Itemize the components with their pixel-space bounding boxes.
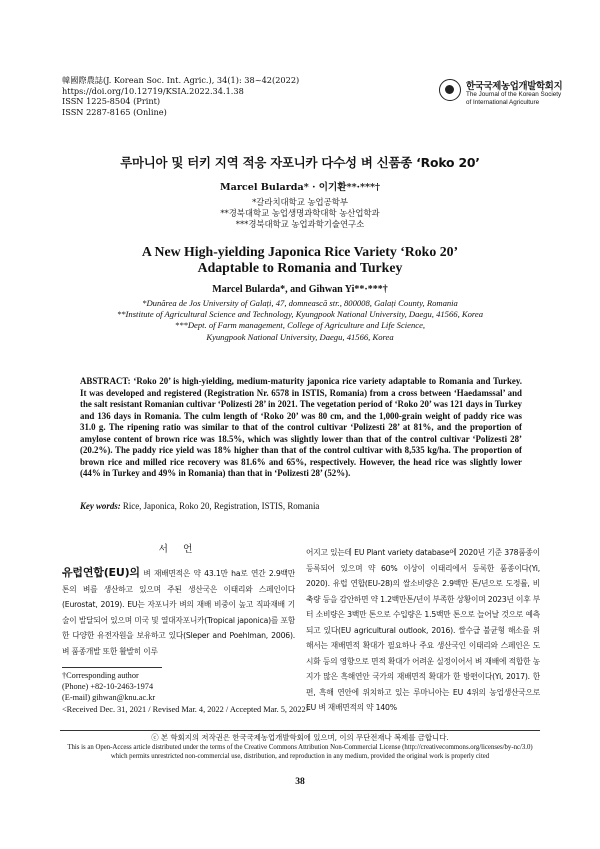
footnote-divider <box>62 667 162 668</box>
affiliation-ko-3: ***경북대학교 농업과학기술연구소 <box>235 219 365 229</box>
body-paragraph-right: 어지고 있는데 EU Plant variety database에 2020년 기준 378품종이 등록되어 있으며 약 60% 이상이 이태리에서 등록한 품종이다(Yi, 2020). 유럽 연합(EU-28)의 쌀소비량은 2.9백만 톤/년으로 도정률, 비축량 등을 감안하면 약 1.2백만톤/년이 부족한 상황이며 2023년 이후 부터 소비량은 3백만 톤으로 수입량은 1.5백만 톤으로 늘어날 것으로 예측되고 있다(EU agricultural outlook, 2016). 쌀수급 불균형 해소를 위해서는 재배면적 확대가 필요하나 주요 생산국인 이태리와 스페인은 도시화 등의 영향으로 면적 확대가 어려운 실정이어서 벼 재배에 적합한 농지가 많은 흑해연안 국가의 재배면적 확대가 한 방편이다(Yi, 2017). 한편, 흑해 연안에 위치하고 있는 루마니아는 EU 4위의 농업생산국으로 EU 벼 재배면적의 약 140% <box>306 548 540 712</box>
affiliation-en-1: *Dunărea de Jos University of Galați, 47, domnească str., 800008, Galați County, Romania <box>142 298 458 308</box>
authors-korean: Marcel Bularda* · 이기환**·***† <box>219 182 381 193</box>
received-dates: <Received Dec. 31, 2021 / Revised Mar. 4, 2022 / Accepted Mar. 5, 2022> <box>62 704 311 714</box>
issn-print: ISSN 1225-8504 (Print) <box>62 96 161 107</box>
affiliations-korean <box>60 197 540 230</box>
keywords-list: Rice, Japonica, Roko 20, Registration, ISTIS, Romania <box>122 501 320 511</box>
society-name-en: The Journal of the Korean Society of International Agriculture <box>466 91 562 106</box>
body-column-right <box>306 545 540 716</box>
author-email[interactable]: (E-mail) gihwan@knu.ac.kr <box>62 693 156 703</box>
doi-link[interactable]: https://doi.org/10.12719/KSIA.2022.34.1.38 <box>62 85 244 96</box>
license-divider <box>60 730 540 731</box>
license-notice <box>60 733 540 762</box>
title-english-line-1: A New High-yielding Japonica Rice Variety ‘Roko 20’ <box>141 244 459 259</box>
affiliation-ko-2: **경북대학교 농업생명과학대학 농산업학과 <box>220 208 380 218</box>
title-english-line-2: Adaptable to Romania and Turkey <box>197 260 403 275</box>
society-name-ko: 한국국제농업개발학회지 <box>466 81 563 92</box>
copyright-ko: ⓒ 본 학회지의 저작권은 한국국제농업개발학회에 있으며, 이의 무단전재나 복제를 금합니다. <box>151 733 449 742</box>
body-left-text: 벼 재배면적은 약 43.1만 ha로 연간 2.9백만 톤의 벼를 생산하고 있으며 주된 생산국은 이태리와 스페인이다(Eurostat, 2019). EU는 자포니카 벼의 재배 비중이 높고 직파재배 기술이 발달되어 있으며 미국 및 열대자포니카(Tropical japonica)를 포함한 다양한 유전자원을 보유하고 있다(Sleper and Poehlman, 2006). 벼 품종개발 또한 활발히 이루 <box>62 569 295 656</box>
journal-header <box>62 75 299 117</box>
footnote <box>62 670 310 715</box>
affiliation-en-3: ***Dept. of Farm management, College of Agriculture and Life Science, <box>174 320 426 331</box>
title-english <box>60 244 540 276</box>
keywords-label: Key words: <box>80 501 121 511</box>
keywords <box>80 501 319 511</box>
body-paragraph-left <box>62 565 295 659</box>
journal-citation: 韓國際農誌(J. Korean Soc. Int. Agric.), 34(1): 38~42(2022) <box>62 75 300 85</box>
body-lead-phrase: 유럽연합(EU)의 <box>62 566 140 579</box>
affiliation-en-4: Kyungpook National University, Daegu, 41566, Korea <box>206 331 394 342</box>
body-column-left <box>62 541 295 659</box>
affiliation-ko-1: *갈라치대학교 농업공학부 <box>252 197 348 207</box>
corresponding-author: †Corresponding author <box>62 671 139 680</box>
society-emblem-icon <box>439 79 461 101</box>
affiliations-english <box>60 298 540 343</box>
page-number: 38 <box>295 776 305 787</box>
authors-english: Marcel Bularda*, and Gihwan Yi**·***† <box>212 284 388 295</box>
open-access-license: This is an Open-Access article distributed under the terms of the Creative Commons Attribution Non-Commercial License (http://creativecommons.org/licenses/by-nc/3.0) which permits unrestricted non-commercial use, distribution, and reproduction in any medium, provided the original work is properly cited <box>67 743 533 761</box>
author-phone: (Phone) +82-10-2463-1974 <box>62 682 154 692</box>
affiliation-en-2: **Institute of Agricultural Science and Technology, Kyungpook National University, Daegu, 41566, Korea <box>116 309 484 320</box>
title-korean: 루마니아 및 터키 지역 적응 자포니카 다수성 벼 신품종 ‘Roko 20’ <box>120 155 480 170</box>
abstract: ABSTRACT: ‘Roko 20’ is high-yielding, medium-maturity japonica rice variety adaptable to Romania and Turkey. It was developed and registered (Registration Nr. 6578 in ISTIS, Romania) from a cross between ‘Haedamssal’ and the salt resistant Romanian cultivar ‘Polizesti 28’ in 2021. The vegetation period of ‘Roko 20’ was 121 days in Turkey and 136 days in Romania. The culm length of ‘Roko 20’ was 80 cm, and the 1,000-grain weight of paddy rice was 31.0 g. The ripening ratio was similar to that of the control cultivar ‘Polizesti 28’ at 81%, and the proportion of amylose content of brown rice was 18.5%, which was slightly lower than that of the control cultivar ‘Polizesti 28’ (20.2%). The paddy rice yield was 18% higher than that of the control cultivar with 8,535 kg/ha. The proportion of brown rice and milled rice recovery was 81.6% and 65%, respectively. However, the head rice was slightly lower (44% in Turkey and 49% in Romania) than that in ‘Polizesti 28’ (52%). <box>80 376 522 479</box>
section-heading: 서 언 <box>158 544 199 555</box>
issn-online: ISSN 2287-8165 (Online) <box>62 106 167 117</box>
